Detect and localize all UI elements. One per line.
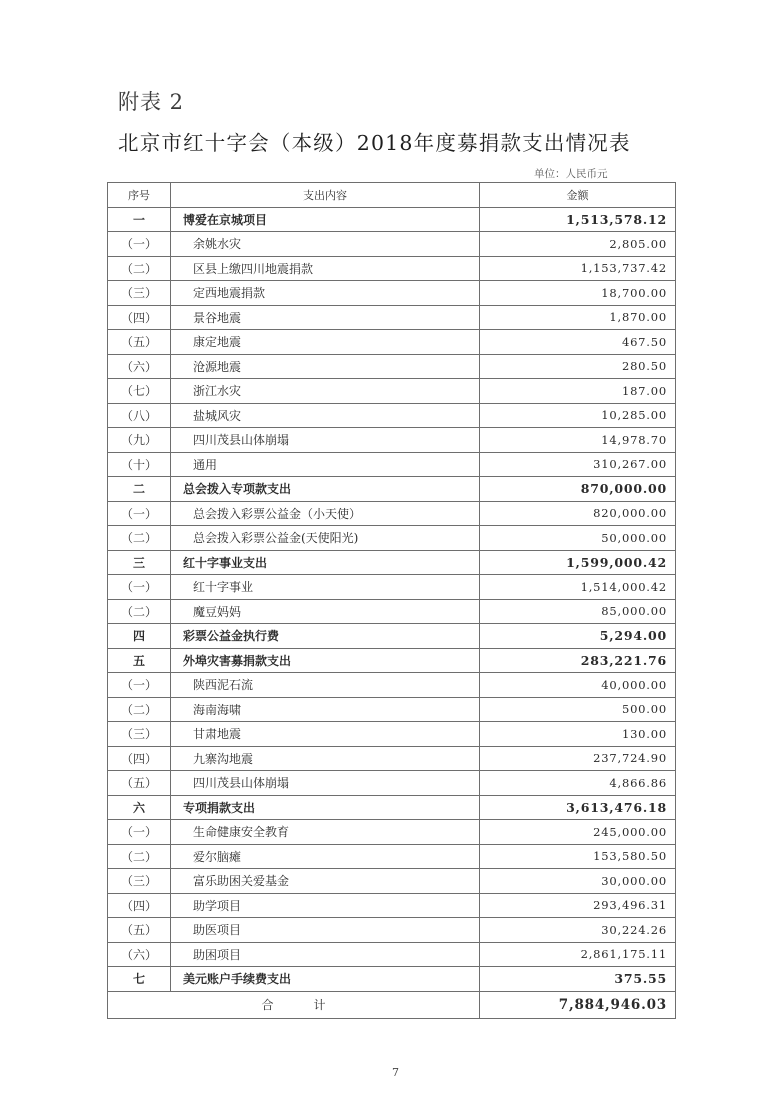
table-row [108,697,676,722]
row-amount: 5,294.00 [480,624,676,649]
header-amount: 金额 [480,183,676,208]
table-row [108,501,676,526]
row-amount: 3,613,476.18 [480,795,676,820]
table-row [108,722,676,747]
row-amount: 820,000.00 [480,501,676,526]
row-item: 专项捐款支出 [171,795,480,820]
row-item: 红十字事业支出 [171,550,480,575]
row-item: 四川茂县山体崩塌 [171,771,480,796]
row-item: 海南海啸 [171,697,480,722]
row-amount: 237,724.90 [480,746,676,771]
table-row [108,624,676,649]
expenditure-table [107,182,676,1019]
row-seq: （一） [108,232,171,257]
row-item: 通用 [171,452,480,477]
table-row [108,550,676,575]
row-seq: （十） [108,452,171,477]
table-row [108,403,676,428]
row-amount: 280.50 [480,354,676,379]
row-amount: 130.00 [480,722,676,747]
page-number: 7 [392,1066,399,1079]
row-item: 魔豆妈妈 [171,599,480,624]
row-seq: 二 [108,477,171,502]
total-amount: 7,884,946.03 [480,991,676,1018]
table-row [108,746,676,771]
header-content: 支出内容 [171,183,480,208]
row-seq: （二） [108,526,171,551]
table-row [108,330,676,355]
row-seq: （五） [108,771,171,796]
total-label: 合计 [108,991,480,1018]
row-amount: 10,285.00 [480,403,676,428]
row-amount: 283,221.76 [480,648,676,673]
row-seq: （一） [108,501,171,526]
row-amount: 1,599,000.42 [480,550,676,575]
page-title: 北京市红十字会（本级）2018年度募捐款支出情况表 [118,131,631,155]
row-amount: 153,580.50 [480,844,676,869]
row-item: 康定地震 [171,330,480,355]
row-amount: 4,866.86 [480,771,676,796]
row-amount: 310,267.00 [480,452,676,477]
appendix-label: 附表 2 [118,90,185,114]
row-seq: （一） [108,575,171,600]
table-row [108,820,676,845]
row-item: 沧源地震 [171,354,480,379]
table-header-row [108,183,676,208]
table-row [108,648,676,673]
row-amount: 2,861,175.11 [480,942,676,967]
row-item: 外埠灾害募捐款支出 [171,648,480,673]
row-item: 九寨沟地震 [171,746,480,771]
row-item: 陕西泥石流 [171,673,480,698]
row-item: 景谷地震 [171,305,480,330]
row-seq: （二） [108,844,171,869]
row-amount: 30,224.26 [480,918,676,943]
row-seq: （四） [108,893,171,918]
table-row [108,305,676,330]
row-seq: （二） [108,697,171,722]
table-row [108,256,676,281]
row-amount: 187.00 [480,379,676,404]
row-item: 定西地震捐款 [171,281,480,306]
row-seq: （七） [108,379,171,404]
row-item: 助困项目 [171,942,480,967]
row-amount: 85,000.00 [480,599,676,624]
row-item: 助学项目 [171,893,480,918]
table-row [108,869,676,894]
row-seq: （五） [108,918,171,943]
table-row [108,232,676,257]
total-row [108,991,676,1018]
row-seq: 三 [108,550,171,575]
row-item: 彩票公益金执行费 [171,624,480,649]
row-seq: 五 [108,648,171,673]
row-amount: 40,000.00 [480,673,676,698]
row-seq: （六） [108,354,171,379]
row-seq: （四） [108,305,171,330]
table-row [108,477,676,502]
table-row [108,379,676,404]
row-item: 红十字事业 [171,575,480,600]
table-row [108,575,676,600]
row-seq: 七 [108,967,171,992]
row-seq: 一 [108,207,171,232]
row-item: 总会拨入彩票公益金(天使阳光) [171,526,480,551]
row-seq: （三） [108,722,171,747]
row-seq: （三） [108,869,171,894]
table-row [108,207,676,232]
row-amount: 1,870.00 [480,305,676,330]
row-seq: （四） [108,746,171,771]
table-row [108,452,676,477]
row-item: 博爱在京城项目 [171,207,480,232]
row-item: 生命健康安全教育 [171,820,480,845]
row-seq: 六 [108,795,171,820]
row-seq: （二） [108,256,171,281]
row-item: 美元账户手续费支出 [171,967,480,992]
row-seq: （八） [108,403,171,428]
row-seq: （三） [108,281,171,306]
row-amount: 500.00 [480,697,676,722]
row-seq: （二） [108,599,171,624]
row-amount: 1,513,578.12 [480,207,676,232]
header-seq: 序号 [108,183,171,208]
table-row [108,281,676,306]
row-item: 甘肃地震 [171,722,480,747]
row-item: 总会拨入专项款支出 [171,477,480,502]
table-row [108,844,676,869]
row-seq: （九） [108,428,171,453]
row-amount: 50,000.00 [480,526,676,551]
table-row [108,942,676,967]
row-item: 区县上缴四川地震捐款 [171,256,480,281]
row-item: 浙江水灾 [171,379,480,404]
row-item: 富乐助困关爱基金 [171,869,480,894]
unit-label: 单位：人民币元 [534,168,608,180]
table-row [108,893,676,918]
table-row [108,354,676,379]
row-seq: （一） [108,673,171,698]
row-amount: 30,000.00 [480,869,676,894]
row-item: 余姚水灾 [171,232,480,257]
row-seq: （五） [108,330,171,355]
row-amount: 18,700.00 [480,281,676,306]
row-item: 总会拨入彩票公益金（小天使） [171,501,480,526]
table-row [108,771,676,796]
row-amount: 293,496.31 [480,893,676,918]
table-row [108,673,676,698]
row-item: 四川茂县山体崩塌 [171,428,480,453]
row-seq: 四 [108,624,171,649]
row-amount: 2,805.00 [480,232,676,257]
row-amount: 375.55 [480,967,676,992]
row-amount: 1,514,000.42 [480,575,676,600]
row-item: 助医项目 [171,918,480,943]
row-amount: 870,000.00 [480,477,676,502]
row-item: 爱尔脑瘫 [171,844,480,869]
table-row [108,967,676,992]
row-amount: 245,000.00 [480,820,676,845]
table-row [108,428,676,453]
table-row [108,918,676,943]
table-row [108,795,676,820]
row-seq: （一） [108,820,171,845]
row-item: 盐城风灾 [171,403,480,428]
table-row [108,526,676,551]
row-amount: 467.50 [480,330,676,355]
row-seq: （六） [108,942,171,967]
table-row [108,599,676,624]
row-amount: 1,153,737.42 [480,256,676,281]
row-amount: 14,978.70 [480,428,676,453]
